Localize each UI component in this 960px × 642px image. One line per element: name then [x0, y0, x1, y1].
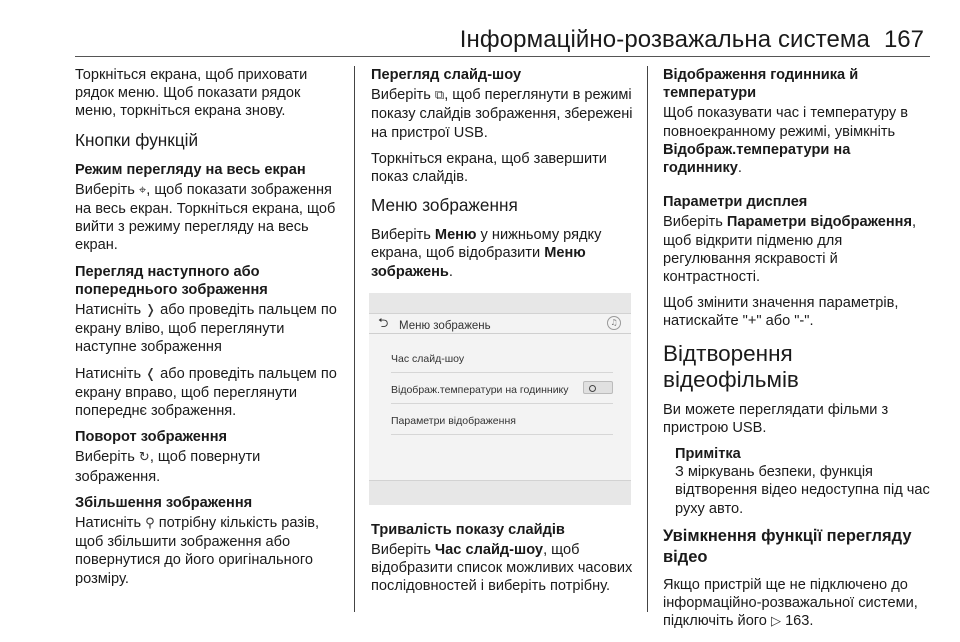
subheading: Перегляд наступного або попереднього зображення — [75, 263, 268, 298]
paragraph — [371, 541, 639, 596]
music-icon: ♫ — [607, 316, 621, 330]
paragraph: Торкніться екрана, щоб завершити показ слайдів. — [371, 150, 607, 186]
chevron-left-icon: ❬ — [145, 366, 157, 382]
column-3 — [663, 66, 933, 639]
crosshair-icon: ⌖ — [138, 182, 147, 198]
chevron-right-icon: ❭ — [145, 303, 157, 319]
text: потрібну кількість разів, щоб збільшити зображення або повернутися до його оригінального розміру. — [75, 515, 320, 587]
bold-term: Параметри відображення — [726, 214, 913, 231]
subheading: Збільшення зображення — [75, 494, 253, 511]
menu-separator — [391, 434, 613, 435]
text: Виберіть — [371, 87, 431, 104]
text: Щоб показувати час і температуру в повноекранному режимі, увімкніть — [663, 105, 908, 140]
text: , щоб показати зображення на весь екран. Торкніться екрана, щоб вийти з режиму перегляду на весь екран. — [75, 181, 336, 254]
intro-paragraph: Торкніться екрана, щоб приховати рядок меню. Щоб показати рядок меню, торкніться екрана знову. — [75, 67, 308, 120]
screenshot-panel — [369, 313, 631, 481]
text: Виберіть — [371, 542, 431, 559]
paragraph — [75, 181, 343, 255]
text: або проведіть пальцем по екрану вліво, щоб переглянути наступне зображення — [75, 302, 337, 356]
text: , щоб відобразити список можливих часових послідовностей і виберіть потрібну. — [371, 542, 633, 595]
subheading: Перегляд слайд-шоу — [371, 67, 522, 83]
note-text: З міркувань безпеки, функція відтворення відео недоступна під час руху авто. — [675, 464, 930, 517]
text: Виберіть — [663, 214, 723, 231]
text: у нижньому рядку екрана, щоб відобразити — [371, 227, 602, 262]
menu-screenshot — [369, 293, 631, 505]
subheading: Поворот зображення — [75, 429, 228, 446]
paragraph — [663, 576, 933, 632]
zoom-icon: ⚲ — [145, 516, 155, 532]
subheading: Відображення годинника й температури — [663, 67, 859, 102]
menu-item: Час слайд-шоу — [391, 352, 465, 365]
text: . — [448, 263, 453, 280]
paragraph — [75, 365, 343, 421]
subheading: Тривалість показу слайдів — [371, 521, 565, 538]
text: або проведіть пальцем по екрану вправо, щоб переглянути попереднє зображення. — [75, 365, 337, 420]
menu-separator — [391, 372, 613, 373]
column-divider — [354, 66, 355, 612]
page-ref-icon: ▷ — [771, 614, 781, 630]
text: , щоб повернути зображення. — [75, 449, 261, 485]
paragraph — [663, 213, 933, 286]
text: Виберіть — [75, 449, 135, 466]
column-2 — [371, 66, 639, 604]
text: Якщо пристрій ще не підключено до інформаційно-розважальної системи, підключіть його — [663, 576, 918, 630]
text: Виберіть — [75, 181, 135, 198]
paragraph — [75, 448, 343, 485]
screenshot-title-bar — [369, 314, 631, 334]
paragraph — [75, 514, 343, 588]
bold-term: Час слайд-шоу — [434, 542, 544, 559]
paragraph — [371, 226, 639, 281]
header-divider — [75, 56, 930, 57]
text: Натисніть — [75, 515, 142, 532]
bold-term: Відображ.температури на годиннику — [663, 141, 851, 177]
page-header — [0, 0, 960, 58]
paragraph: Щоб змінити значення параметрів, натискайте "+" або "-". — [663, 295, 899, 330]
subheading: Параметри дисплея — [663, 194, 808, 211]
paragraph — [663, 104, 933, 177]
subheading: Увімкнення функції перегляду відео — [663, 526, 912, 566]
page-title: Інформаційно-розважальна система — [459, 26, 870, 53]
toggle-switch — [583, 381, 613, 394]
bold-term: Меню зображень — [371, 245, 586, 280]
spacer — [663, 185, 933, 193]
text: Виберіть — [371, 227, 431, 244]
section-heading: Меню зображення — [371, 195, 518, 216]
menu-separator — [391, 403, 613, 404]
text: 163. — [785, 613, 814, 630]
subheading: Режим перегляду на весь екран — [75, 161, 306, 178]
text: , щоб переглянути в режимі показу слайдів зображення, збережені на пристрої USB. — [371, 87, 633, 141]
text: . — [737, 160, 742, 177]
note-box — [663, 445, 933, 518]
text: Натисніть — [75, 365, 142, 382]
text: , щоб відкрити підменю для регулювання яскравості й контрастності. — [663, 214, 917, 286]
text: Натисніть — [75, 302, 142, 319]
menu-item: Параметри відображення — [391, 414, 516, 427]
column-1 — [75, 66, 343, 596]
note-title: Примітка — [675, 446, 741, 463]
page-number: 167 — [883, 26, 924, 53]
paragraph — [75, 301, 343, 357]
section-heading: Відтворення відеофільмів — [663, 340, 799, 392]
bold-term: Меню — [434, 227, 477, 244]
paragraph — [371, 86, 639, 142]
menu-item: Відображ.температури на годиннику — [391, 383, 569, 396]
section-heading: Кнопки функцій — [75, 129, 199, 150]
slideshow-icon: ⧉ — [434, 88, 445, 104]
paragraph: Ви можете переглядати фільми з пристрою USB. — [663, 401, 889, 436]
screenshot-title: Меню зображень — [399, 319, 491, 332]
column-divider — [647, 66, 648, 612]
back-arrow-icon: ⮌ — [378, 315, 389, 331]
rotate-icon: ↻ — [138, 450, 150, 466]
